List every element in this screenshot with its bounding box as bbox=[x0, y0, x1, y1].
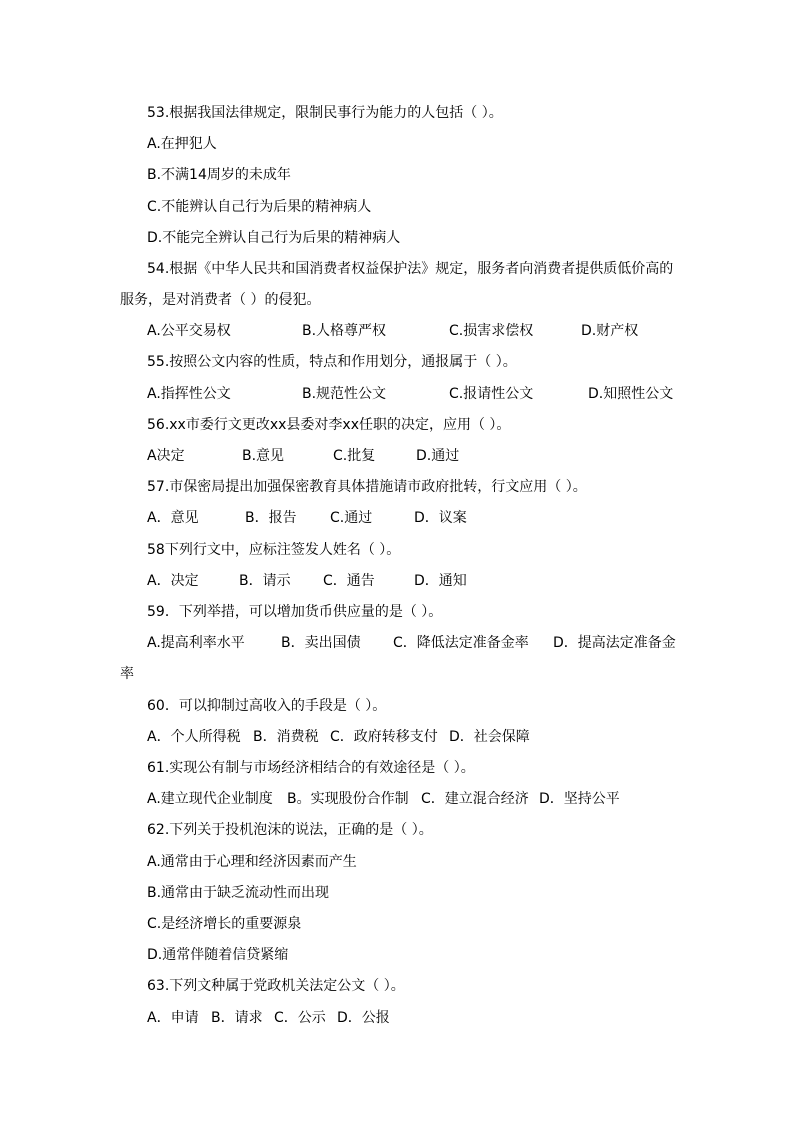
option-59-c: C．降低法定准备金率 bbox=[393, 635, 529, 651]
option-57-c: C.通过 bbox=[330, 510, 373, 526]
option-62-c: C.是经济增长的重要源泉 bbox=[147, 916, 302, 932]
question-54: 54.根据《中华人民共和国消费者权益保护法》规定，服务者向消费者提供质低价高的 bbox=[147, 261, 674, 277]
option-59-d-continued: 率 bbox=[120, 666, 134, 682]
question-59: 59．下列举措，可以增加货币供应量的是（ ）。 bbox=[147, 604, 443, 620]
option-61-a: A.建立现代企业制度 bbox=[147, 791, 273, 807]
option-53-a: A.在押犯人 bbox=[147, 136, 217, 152]
option-58-b: B．请示 bbox=[239, 573, 291, 589]
option-61-b: B。实现股份合作制 bbox=[287, 791, 409, 807]
option-60-a: A．个人所得税 bbox=[147, 729, 241, 745]
option-56-d: D.通过 bbox=[416, 448, 460, 464]
option-62-d: D.通常伴随着信贷紧缩 bbox=[147, 947, 289, 963]
option-53-c: C.不能辨认自己行为后果的精神病人 bbox=[147, 199, 372, 215]
option-60-c: C．政府转移支付 bbox=[330, 729, 438, 745]
question-54-continued: 服务，是对消费者（ ）的侵犯。 bbox=[120, 292, 321, 308]
option-55-c: C.报请性公文 bbox=[449, 386, 534, 402]
option-58-d: D．通知 bbox=[414, 573, 467, 589]
option-56-a: A决定 bbox=[147, 448, 185, 464]
question-56: 56.xx市委行文更改xx县委对李xx任职的决定，应用（ ）。 bbox=[147, 417, 511, 433]
option-63-a: A．申请 bbox=[147, 1010, 199, 1026]
option-58-c: C．通告 bbox=[323, 573, 375, 589]
option-55-a: A.指挥性公文 bbox=[147, 386, 231, 402]
option-62-a: A.通常由于心理和经济因素而产生 bbox=[147, 854, 357, 870]
question-60: 60．可以抑制过高收入的手段是（ ）。 bbox=[147, 698, 387, 714]
question-61: 61.实现公有制与市场经济相结合的有效途径是（ ）。 bbox=[147, 760, 475, 776]
option-53-d: D.不能完全辨认自己行为后果的精神病人 bbox=[147, 230, 401, 246]
option-61-c: C．建立混合经济 bbox=[421, 791, 529, 807]
option-63-d: D．公报 bbox=[337, 1010, 390, 1026]
option-58-a: A．决定 bbox=[147, 573, 199, 589]
option-56-c: C.批复 bbox=[333, 448, 376, 464]
option-55-b: B.规范性公文 bbox=[302, 386, 387, 402]
option-56-b: B.意见 bbox=[242, 448, 285, 464]
question-55: 55.按照公文内容的性质，特点和作用划分，通报属于（ ）。 bbox=[147, 354, 517, 370]
option-55-d: D.知照性公文 bbox=[588, 386, 674, 402]
option-60-b: B．消费税 bbox=[253, 729, 319, 745]
option-54-a: A.公平交易权 bbox=[147, 323, 231, 339]
question-63: 63.下列文种属于党政机关法定公文（ ）。 bbox=[147, 978, 405, 994]
option-57-a: A．意见 bbox=[147, 510, 199, 526]
option-62-b: B.通常由于缺乏流动性而出现 bbox=[147, 885, 330, 901]
option-54-b: B.人格尊严权 bbox=[302, 323, 387, 339]
option-57-b: B．报告 bbox=[245, 510, 297, 526]
question-58: 58下列行文中，应标注签发人姓名（ ）。 bbox=[147, 542, 401, 558]
option-59-a: A.提高利率水平 bbox=[147, 635, 245, 651]
option-59-b: B．卖出国债 bbox=[281, 635, 361, 651]
option-63-b: B．请求 bbox=[211, 1010, 263, 1026]
question-62: 62.下列关于投机泡沫的说法，正确的是（ ）。 bbox=[147, 822, 433, 838]
option-57-d: D．议案 bbox=[414, 510, 467, 526]
option-60-d: D．社会保障 bbox=[449, 729, 530, 745]
option-54-c: C.损害求偿权 bbox=[449, 323, 534, 339]
option-63-c: C．公示 bbox=[274, 1010, 326, 1026]
question-53: 53.根据我国法律规定，限制民事行为能力的人包括（ ）。 bbox=[147, 105, 503, 121]
option-53-b: B.不满14周岁的未成年 bbox=[147, 167, 291, 183]
option-61-d: D．坚持公平 bbox=[539, 791, 620, 807]
option-59-d: D．提高法定准备金 bbox=[553, 635, 676, 651]
question-57: 57.市保密局提出加强保密教育具体措施请市政府批转，行文应用（ ）。 bbox=[147, 479, 587, 495]
option-54-d: D.财产权 bbox=[581, 323, 639, 339]
